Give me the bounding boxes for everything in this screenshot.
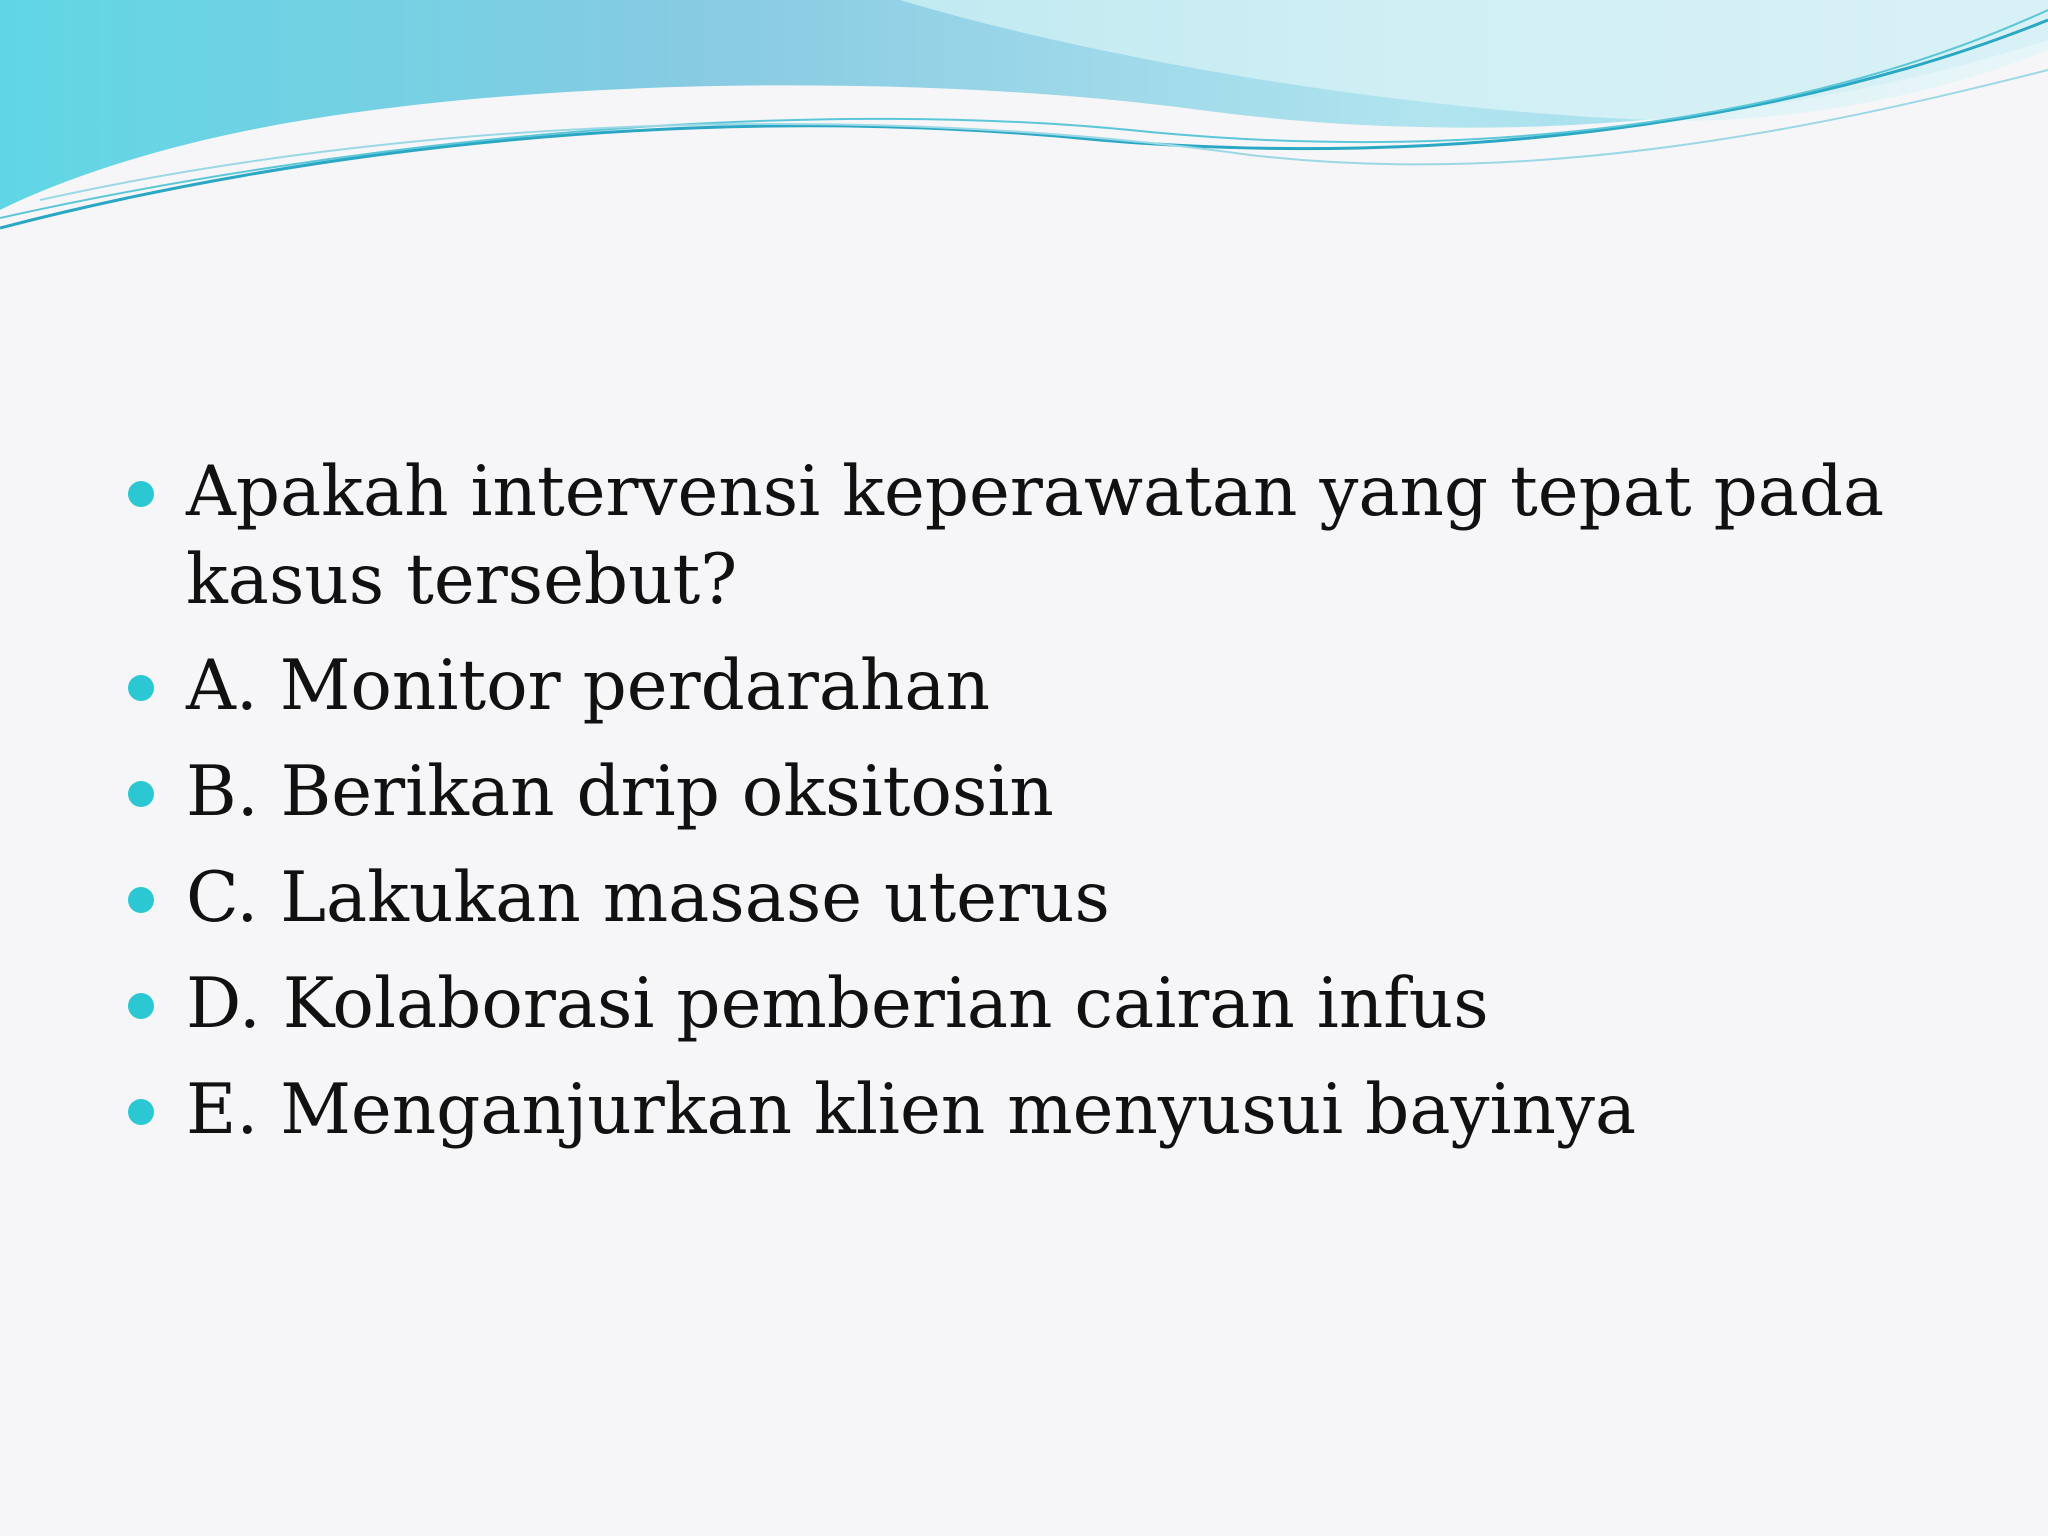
question-text: Apakah intervensi keperawatan yang tepat pada kasus tersebut? xyxy=(186,452,1885,620)
bullet-list xyxy=(128,448,1968,1154)
option-c-item xyxy=(128,854,1968,942)
bullet-dot-icon xyxy=(128,887,154,913)
option-c-text: C. Lakukan masase uterus xyxy=(186,858,1110,938)
bullet-list-container xyxy=(128,448,1968,1172)
option-e-text: E. Menganjurkan klien menyusui bayinya xyxy=(186,1070,1637,1150)
option-a-text: A. Monitor perdarahan xyxy=(186,646,991,726)
question-item xyxy=(128,448,1968,624)
bullet-dot-icon xyxy=(128,481,154,507)
bullet-dot-icon xyxy=(128,781,154,807)
option-b-text: B. Berikan drip oksitosin xyxy=(186,752,1054,832)
bullet-dot-icon xyxy=(128,675,154,701)
option-d-item xyxy=(128,960,1968,1048)
option-a-item xyxy=(128,642,1968,730)
option-e-item xyxy=(128,1066,1968,1154)
bullet-dot-icon xyxy=(128,1099,154,1125)
bullet-dot-icon xyxy=(128,993,154,1019)
option-b-item xyxy=(128,748,1968,836)
decorative-wave-header xyxy=(0,0,2048,240)
option-d-text: D. Kolaborasi pemberian cairan infus xyxy=(186,964,1489,1044)
